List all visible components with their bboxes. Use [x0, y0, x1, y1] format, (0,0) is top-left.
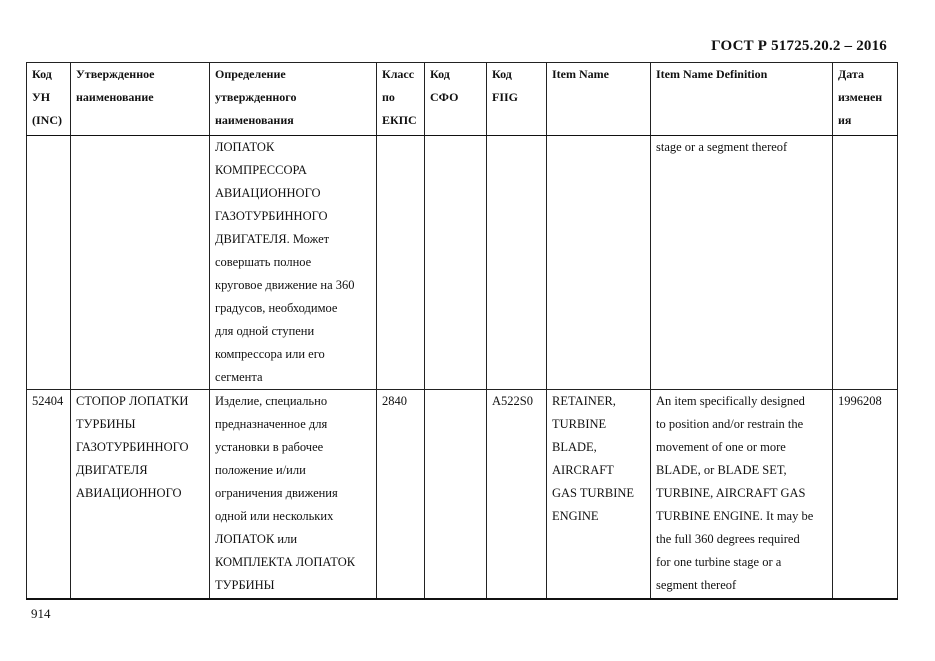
catalog-table	[26, 62, 898, 600]
page-number: 914	[31, 606, 51, 621]
cell-approved-name: СТОПОР ЛОПАТКИ ТУРБИНЫ ГАЗОТУРБИННОГО ДВИГАТЕЛЯ АВИАЦИОННОГО	[71, 390, 210, 600]
cell-item-name	[547, 136, 651, 390]
column-header-fiig: Код FIIG	[487, 63, 547, 136]
cell-item-definition: An item specifically designed to position and/or restrain the movement of one or more BLADE, or BLADE SET, TURBINE, AIRCRAFT GAS TURBINE ENGINE. It may be the full 360 degrees required for one turbine stage or a segment thereof	[651, 390, 833, 600]
column-header-definition: Определение утвержденного наименования	[210, 63, 377, 136]
cell-inc: 52404	[27, 390, 71, 600]
cell-approved-name	[71, 136, 210, 390]
column-header-item-definition: Item Name Definition	[651, 63, 833, 136]
cell-date	[833, 136, 898, 390]
document-code: ГОСТ Р 51725.20.2 – 2016	[711, 38, 887, 54]
column-header-inc: Код УН (INC)	[27, 63, 71, 136]
cell-class	[377, 136, 425, 390]
column-header-sfo: Код СФО	[425, 63, 487, 136]
cell-item-definition: stage or a segment thereof	[651, 136, 833, 390]
column-header-approved-name: Утвержденное наименование	[71, 63, 210, 136]
cell-class: 2840	[377, 390, 425, 600]
column-header-item-name: Item Name	[547, 63, 651, 136]
table-header-row	[27, 63, 898, 136]
cell-definition: ЛОПАТОК КОМПРЕССОРА АВИАЦИОННОГО ГАЗОТУРБИННОГО ДВИГАТЕЛЯ. Может совершать полное круговое движение на 360 градусов, необходимое для одной ступени компрессора или его сегмента	[210, 136, 377, 390]
table-row-continued	[27, 136, 898, 390]
table-row	[27, 390, 898, 600]
cell-sfo	[425, 390, 487, 600]
cell-fiig: A522S0	[487, 390, 547, 600]
cell-item-name: RETAINER, TURBINE BLADE, AIRCRAFT GAS TURBINE ENGINE	[547, 390, 651, 600]
cell-inc	[27, 136, 71, 390]
cell-sfo	[425, 136, 487, 390]
cell-definition: Изделие, специально предназначенное для установки в рабочее положение и/или ограничения движения одной или нескольких ЛОПАТОК или КОМПЛЕКТА ЛОПАТОК ТУРБИНЫ	[210, 390, 377, 600]
cell-fiig	[487, 136, 547, 390]
column-header-date: Дата изменен ия	[833, 63, 898, 136]
column-header-class: Класс по ЕКПС	[377, 63, 425, 136]
cell-date: 1996208	[833, 390, 898, 600]
